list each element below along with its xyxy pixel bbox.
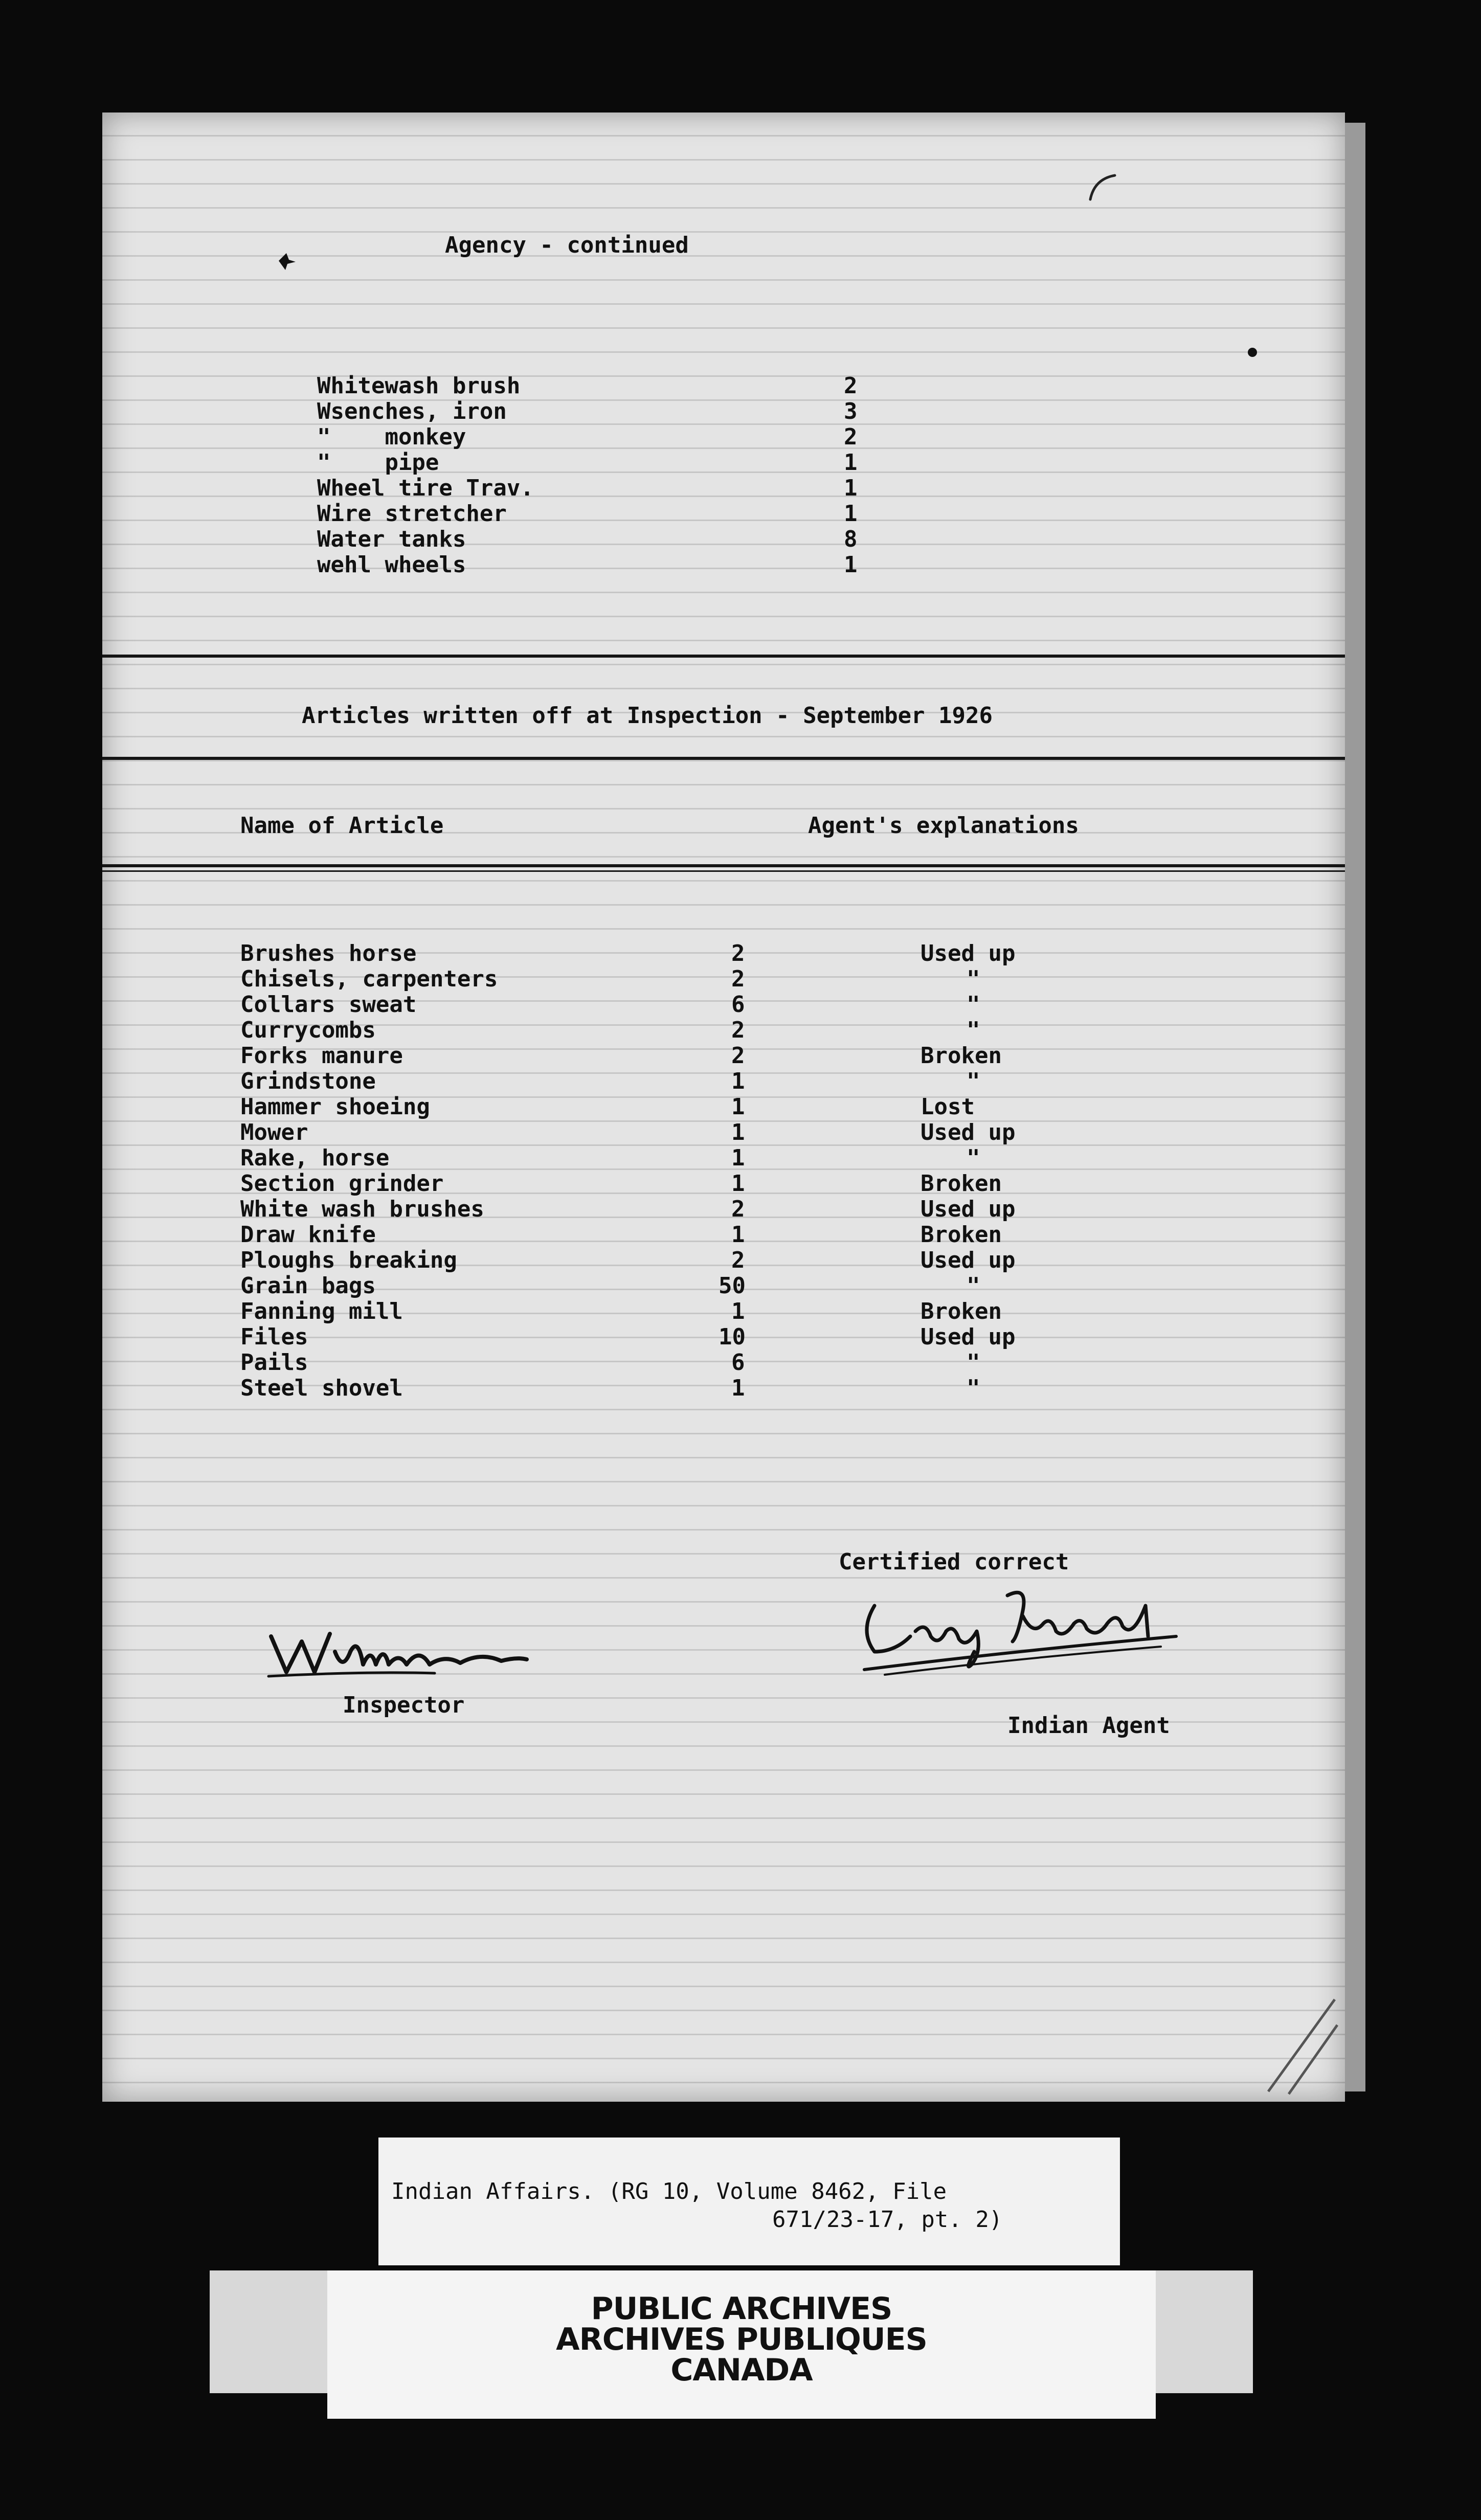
table-row-name: Steel shovel xyxy=(240,1375,403,1401)
page-heading: Agency - continued xyxy=(445,232,689,258)
agent-signature xyxy=(854,1575,1186,1677)
table-row-qty: 1 xyxy=(731,1145,745,1171)
list-item-qty: 1 xyxy=(844,475,858,501)
table-row-qty: 1 xyxy=(731,1119,745,1145)
table-row-name: Files xyxy=(240,1324,308,1350)
table-row-qty: 10 xyxy=(719,1324,746,1350)
table-row-explanation: " xyxy=(967,1375,980,1401)
table-row-explanation: Broken xyxy=(921,1222,1002,1248)
archive-line-2: ARCHIVES PUBLIQUES xyxy=(556,2322,927,2357)
archive-label xyxy=(327,2270,1156,2419)
table-row-name: Ploughs breaking xyxy=(240,1247,457,1273)
table-row-explanation: Used up xyxy=(921,1247,1016,1273)
table-row-qty: 1 xyxy=(731,1375,745,1401)
corner-crease xyxy=(1258,1994,1340,2097)
table-row-qty: 50 xyxy=(719,1273,746,1299)
table-row-explanation: Used up xyxy=(921,1196,1016,1222)
list-item: " pipe xyxy=(317,449,439,476)
table-row-qty: 2 xyxy=(731,966,745,992)
list-item: " monkey xyxy=(317,424,466,450)
divider-rule xyxy=(102,655,1345,658)
table-row-explanation: " xyxy=(967,1145,980,1171)
certified-label: Certified correct xyxy=(839,1549,1069,1575)
ink-dot xyxy=(1248,348,1257,357)
list-item: wehl wheels xyxy=(317,552,466,578)
table-row-explanation: Broken xyxy=(921,1298,1002,1324)
list-item: Wheel tire Trav. xyxy=(317,475,534,501)
table-row-explanation: Used up xyxy=(921,1324,1016,1350)
table-row-qty: 2 xyxy=(731,1017,745,1043)
table-row-name: Brushes horse xyxy=(240,940,417,966)
table-row-explanation: Lost xyxy=(921,1094,975,1120)
table-row-name: Collars sweat xyxy=(240,992,417,1018)
list-item: Wsenches, iron xyxy=(317,398,507,424)
list-item-qty: 2 xyxy=(844,424,858,450)
pencil-mark xyxy=(1084,171,1120,202)
list-item: Water tanks xyxy=(317,526,466,552)
list-item-qty: 1 xyxy=(844,552,858,578)
section-title: Articles written off at Inspection - September 1926 xyxy=(302,703,993,729)
table-row-qty: 6 xyxy=(731,992,745,1018)
table-row-explanation: Used up xyxy=(921,1119,1016,1145)
table-row-name: Rake, horse xyxy=(240,1145,390,1171)
table-row-explanation: " xyxy=(967,992,980,1018)
agent-signature-text xyxy=(895,1544,898,1545)
document-sheet xyxy=(102,112,1345,2102)
table-row-name: Pails xyxy=(240,1349,308,1376)
column-header-explanation: Agent's explanations xyxy=(808,813,1079,839)
table-row-name: Section grinder xyxy=(240,1171,444,1197)
list-item-qty: 8 xyxy=(844,526,858,552)
table-row-qty: 1 xyxy=(731,1298,745,1324)
table-row-qty: 2 xyxy=(731,1043,745,1069)
table-row-name: Grindstone xyxy=(240,1068,376,1094)
agent-label: Indian Agent xyxy=(1007,1713,1170,1739)
reference-slip xyxy=(378,2138,1120,2265)
list-item: Wire stretcher xyxy=(317,501,507,527)
table-row-qty: 1 xyxy=(731,1094,745,1120)
table-row-explanation: " xyxy=(967,1068,980,1094)
list-item-qty: 3 xyxy=(844,398,858,424)
table-row-explanation: " xyxy=(967,1349,980,1376)
list-item-qty: 1 xyxy=(844,501,858,527)
table-row-explanation: " xyxy=(967,966,980,992)
table-row-qty: 1 xyxy=(731,1068,745,1094)
table-row-qty: 2 xyxy=(731,1196,745,1222)
table-row-name: Forks manure xyxy=(240,1043,403,1069)
table-row-name: Draw knife xyxy=(240,1222,376,1248)
column-header-article: Name of Article xyxy=(240,813,444,839)
table-row-qty: 1 xyxy=(731,1222,745,1248)
inspector-signature-text xyxy=(307,1585,309,1586)
divider-rule xyxy=(102,864,1345,867)
ink-mark xyxy=(276,251,297,271)
inspector-signature xyxy=(266,1616,532,1682)
table-row-name: Currycombs xyxy=(240,1017,376,1043)
sheet-edge xyxy=(1345,123,1365,2091)
table-row-name: Hammer shoeing xyxy=(240,1094,430,1120)
table-row-qty: 1 xyxy=(731,1171,745,1197)
table-row-qty: 6 xyxy=(731,1349,745,1376)
inspector-label: Inspector xyxy=(343,1692,465,1718)
table-row-name: Grain bags xyxy=(240,1273,376,1299)
list-item-qty: 1 xyxy=(844,449,858,476)
table-row-explanation: " xyxy=(967,1273,980,1299)
table-row-qty: 2 xyxy=(731,940,745,966)
list-item: Whitewash brush xyxy=(317,373,521,399)
archive-line-1: PUBLIC ARCHIVES xyxy=(591,2291,892,2327)
table-row-explanation: Used up xyxy=(921,940,1016,966)
archive-line-3: CANADA xyxy=(670,2352,813,2388)
table-row-explanation: Broken xyxy=(921,1043,1002,1069)
table-row-qty: 2 xyxy=(731,1247,745,1273)
table-row-explanation: " xyxy=(967,1017,980,1043)
divider-rule xyxy=(102,757,1345,760)
reference-line-2: 671/23-17, pt. 2) xyxy=(772,2207,1003,2233)
table-row-name: Fanning mill xyxy=(240,1298,403,1324)
table-row-name: Mower xyxy=(240,1119,308,1145)
list-item-qty: 2 xyxy=(844,373,858,399)
reference-line-1: Indian Affairs. (RG 10, Volume 8462, File xyxy=(391,2178,947,2204)
table-row-name: Chisels, carpenters xyxy=(240,966,498,992)
table-row-name: White wash brushes xyxy=(240,1196,484,1222)
table-row-explanation: Broken xyxy=(921,1171,1002,1197)
divider-rule xyxy=(102,870,1345,872)
